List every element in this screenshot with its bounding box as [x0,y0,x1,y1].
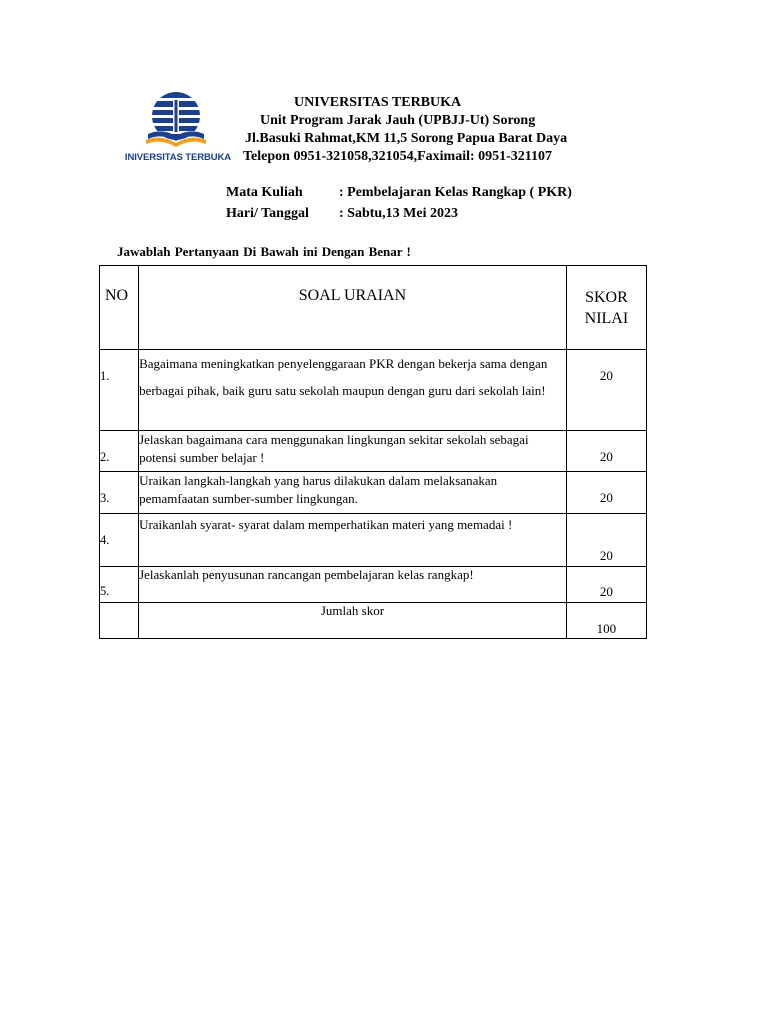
row-question: Uraikan langkah-langkah yang harus dilakukan dalam melaksanakan pemamfaatan sumber-sumber lingkungan. [139,472,567,514]
course-value: : Pembelajaran Kelas Rangkap ( PKR) [339,185,572,200]
universitas-terbuka-logo-icon [122,90,234,166]
total-value: 100 [566,603,646,639]
table-row [100,431,647,472]
row-number: 5. [100,567,139,603]
table-row [100,567,647,603]
row-number: 4. [100,514,139,567]
phone-fax: Telepon 0951-321058,321054,Faximail: 0951-321107 [243,149,553,164]
date-label: Hari/ Tanggal [226,206,309,221]
row-question: Jelaskanlah penyusunan rancangan pembelajaran kelas rangkap! [139,567,567,603]
university-name: UNIVERSITAS TERBUKA [294,95,462,110]
column-header-question: SOAL URAIAN [139,266,567,350]
row-number: 3. [100,472,139,514]
table-row [100,514,647,567]
row-question: Jelaskan bagaimana cara menggunakan lingkungan sekitar sekolah sebagai potensi sumber belajar ! [139,431,567,472]
row-question: Uraikanlah syarat- syarat dalam memperhatikan materi yang memadai ! [139,514,567,567]
table-header-row [100,266,647,350]
address: Jl.Basuki Rahmat,KM 11,5 Sorong Papua Barat Daya [245,131,568,146]
score-header-line1: SKOR [585,289,628,306]
row-number: 2. [100,431,139,472]
total-row [100,603,647,639]
total-number-cell [100,603,139,639]
instruction: Jawablah Pertanyaan Di Bawah ini Dengan Benar ! [117,244,411,259]
total-label: Jumlah skor [139,603,567,639]
unit-name: Unit Program Jarak Jauh (UPBJJ-Ut) Sorong [260,113,536,128]
row-score: 20 [566,350,646,431]
table-row [100,472,647,514]
question-table [99,265,647,639]
column-header-score [566,266,646,350]
row-score: 20 [566,472,646,514]
row-score: 20 [566,567,646,603]
course-label: Mata Kuliah [226,185,303,200]
row-score: 20 [566,514,646,567]
logo-text: INIVERSITAS TERBUKA [124,152,232,163]
row-question: Bagaimana meningkatkan penyelenggaraan PKR dengan bekerja sama dengan berbagai pihak, baik guru satu sekolah maupun dengan guru dari sekolah lain! [139,350,567,431]
table-row [100,350,647,431]
column-header-no: NO [100,266,139,350]
date-value: : Sabtu,13 Mei 2023 [339,206,458,221]
score-header-line2: NILAI [584,310,629,327]
row-number: 1. [100,350,139,431]
row-score: 20 [566,431,646,472]
